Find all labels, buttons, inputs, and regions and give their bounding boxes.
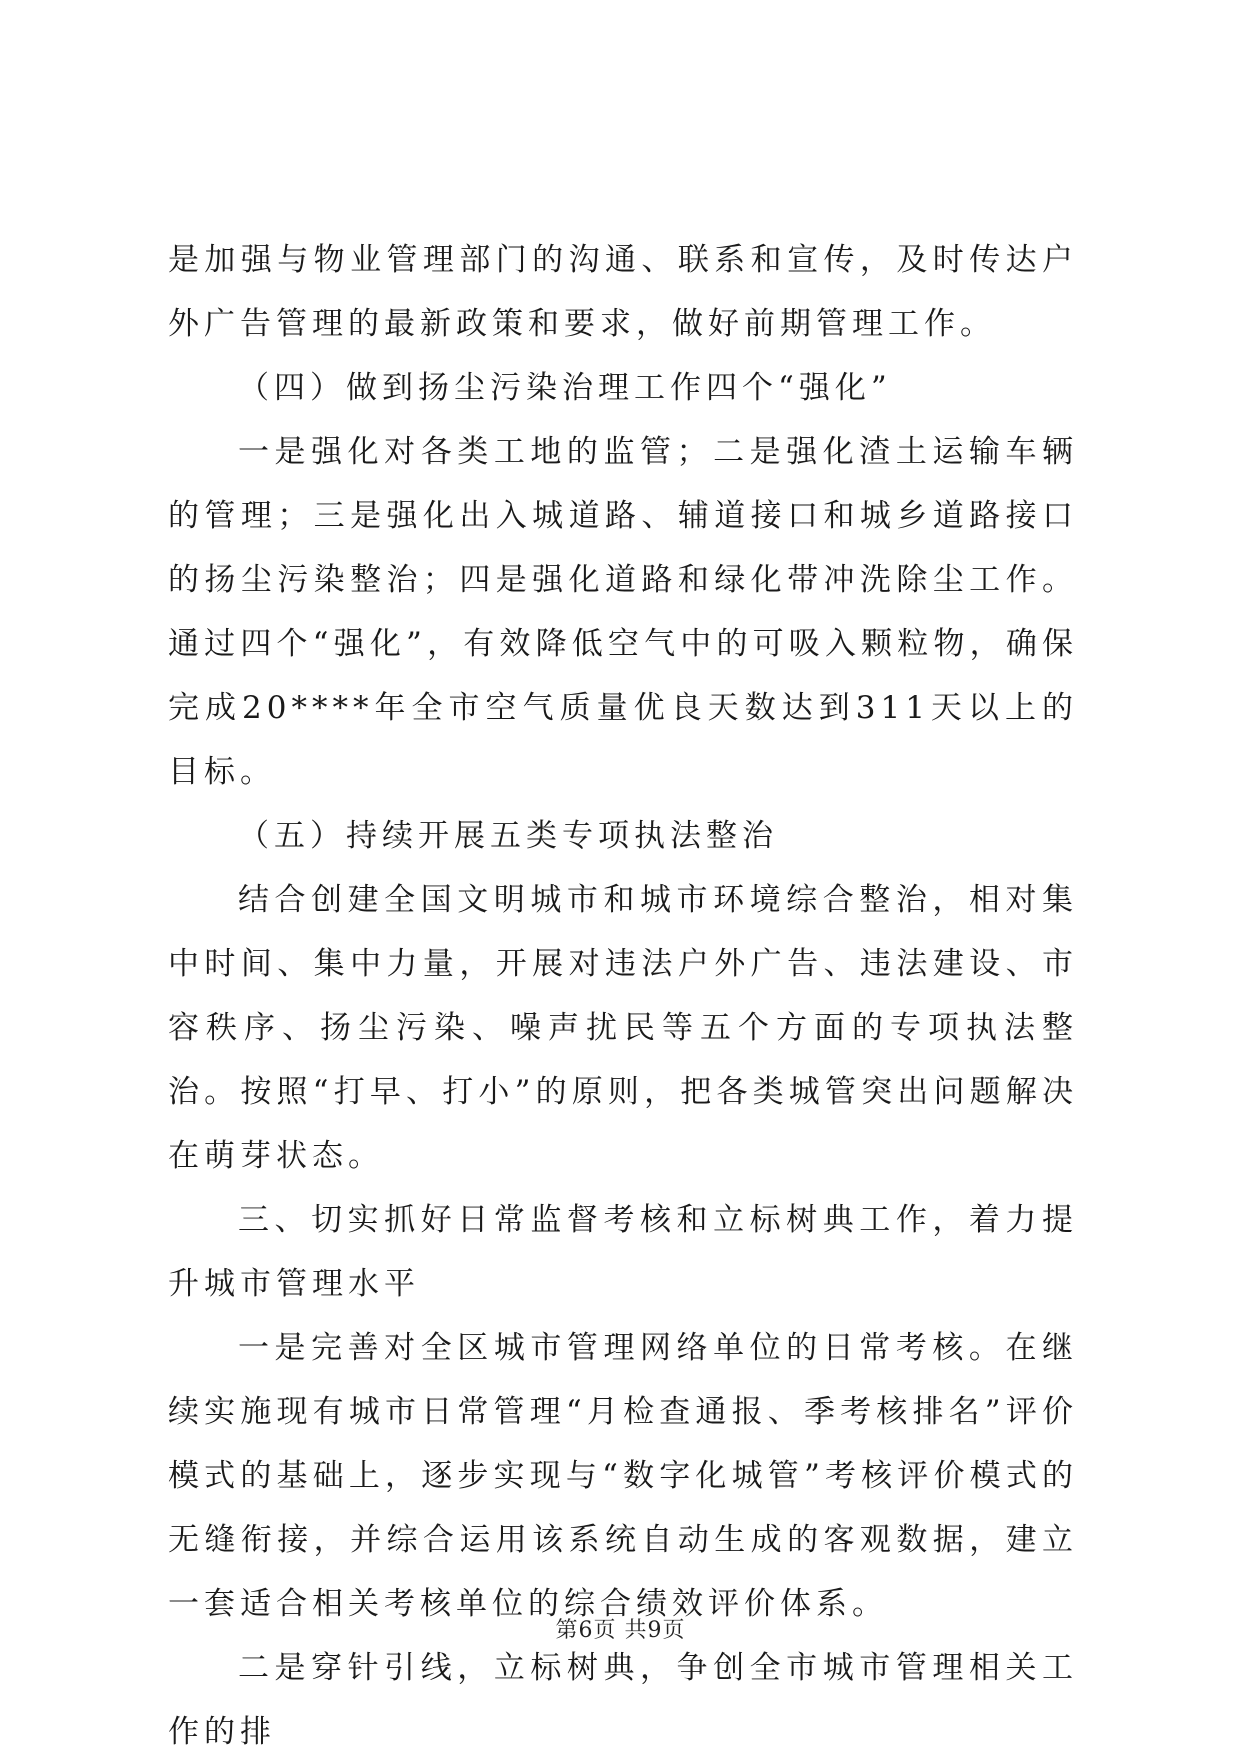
document-body <box>168 228 1078 1764</box>
paragraph-continuation: 是加强与物业管理部门的沟通、联系和宣传，及时传达户外广告管理的最新政策和要求，做好前期管理工作。 <box>168 242 1078 342</box>
paragraph-benchmark: 二是穿针引线，立标树典，争创全市城市管理相关工作的排 <box>168 1650 1078 1750</box>
page-number-footer: 第6页 共9页 <box>555 1618 686 1643</box>
section-heading-5: （五）持续开展五类专项执法整治 <box>238 818 778 854</box>
section-heading-3: 三、切实抓好日常监督考核和立标树典工作，着力提升城市管理水平 <box>168 1202 1078 1302</box>
section-heading-4: （四）做到扬尘污染治理工作四个“强化” <box>238 370 892 406</box>
paragraph-assessment: 一是完善对全区城市管理网络单位的日常考核。在继续实施现有城市日常管理“月检查通报、季考核排名”评价模式的基础上，逐步实现与“数字化城管”考核评价模式的无缝衔接，并综合运用该系统自动生成的客观数据，建立一套适合相关考核单位的综合绩效评价体系。 <box>168 1330 1078 1622</box>
paragraph-enforcement: 结合创建全国文明城市和城市环境综合整治，相对集中时间、集中力量，开展对违法户外广告、违法建设、市容秩序、扬尘污染、噪声扰民等五个方面的专项执法整治。按照“打早、打小”的原则，把各类城管突出问题解决在萌芽状态。 <box>168 882 1078 1174</box>
paragraph-dust-control: 一是强化对各类工地的监管；二是强化渣土运输车辆的管理；三是强化出入城道路、辅道接口和城乡道路接口的扬尘污染整治；四是强化道路和绿化带冲洗除尘工作。通过四个“强化”，有效降低空气中的可吸入颗粒物，确保完成20****年全市空气质量优良天数达到311天以上的目标。 <box>168 434 1078 790</box>
